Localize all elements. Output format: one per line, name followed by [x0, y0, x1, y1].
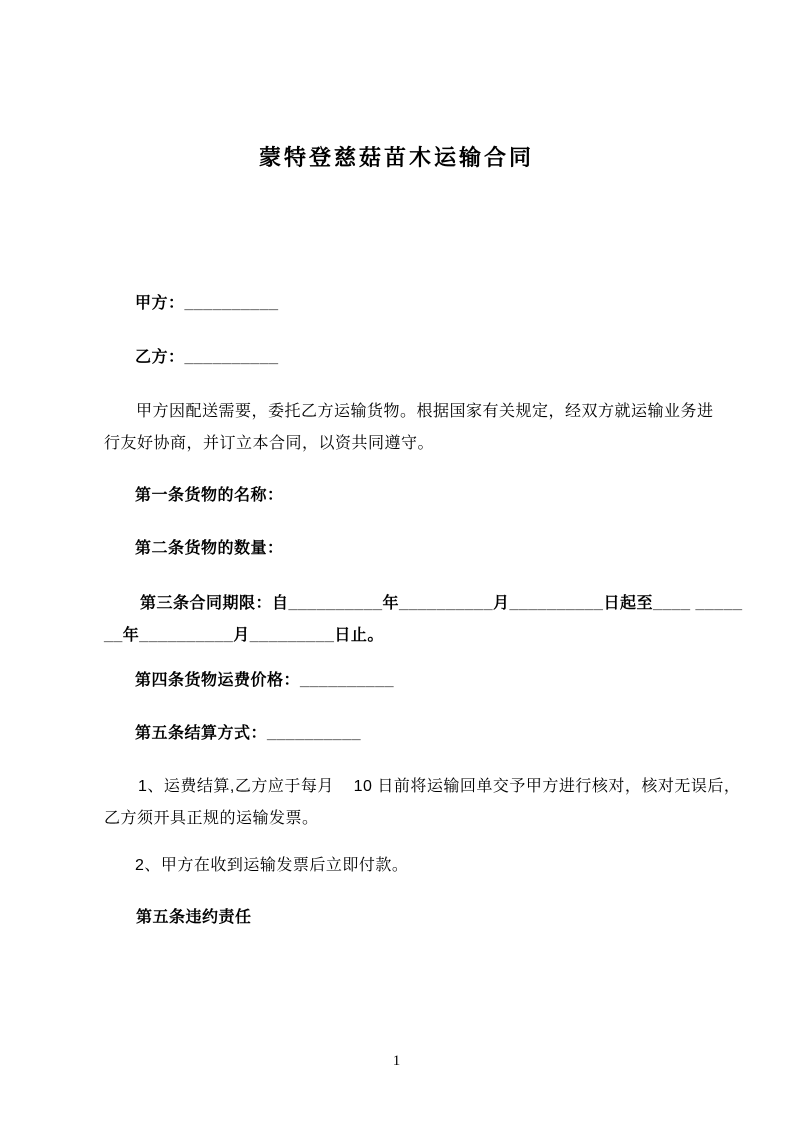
clause-3-term-line-2: __年__________月_________日止。	[104, 627, 384, 644]
clause-5-breach-liability: 第五条违约责任	[136, 909, 252, 926]
clause-2-goods-quantity: 第二条货物的数量：	[135, 540, 284, 557]
preamble-line-2: 行友好协商，并订立本合同，以资共同遵守。	[104, 435, 435, 452]
settlement-item-2: 2、甲方在收到运输发票后立即付款。	[135, 857, 409, 874]
party-b-line: 乙方：__________	[135, 349, 279, 366]
settlement-item-1-line-2: 乙方须开具正规的运输发票。	[104, 810, 319, 827]
clause-3-term-line-1: 第三条合同期限：自__________年__________月__________日起至____ _____	[140, 595, 743, 612]
page-number: 1	[392, 1053, 401, 1069]
party-a-line: 甲方：__________	[135, 295, 279, 312]
preamble-line-1: 甲方因配送需要，委托乙方运输货物。根据国家有关规定，经双方就运输业务进	[136, 403, 714, 420]
settlement-item-1-line-1: 1、运费结算,乙方应于每月 10 日前将运输回单交予甲方进行核对，核对无误后，	[138, 778, 741, 795]
clause-1-goods-name: 第一条货物的名称：	[135, 487, 284, 504]
clause-5-settlement-method: 第五条结算方式：__________	[135, 725, 361, 742]
clause-4-freight-price: 第四条货物运费价格：__________	[135, 672, 394, 689]
contract-title: 蒙特登慈菇苗木运输合同	[258, 145, 534, 170]
